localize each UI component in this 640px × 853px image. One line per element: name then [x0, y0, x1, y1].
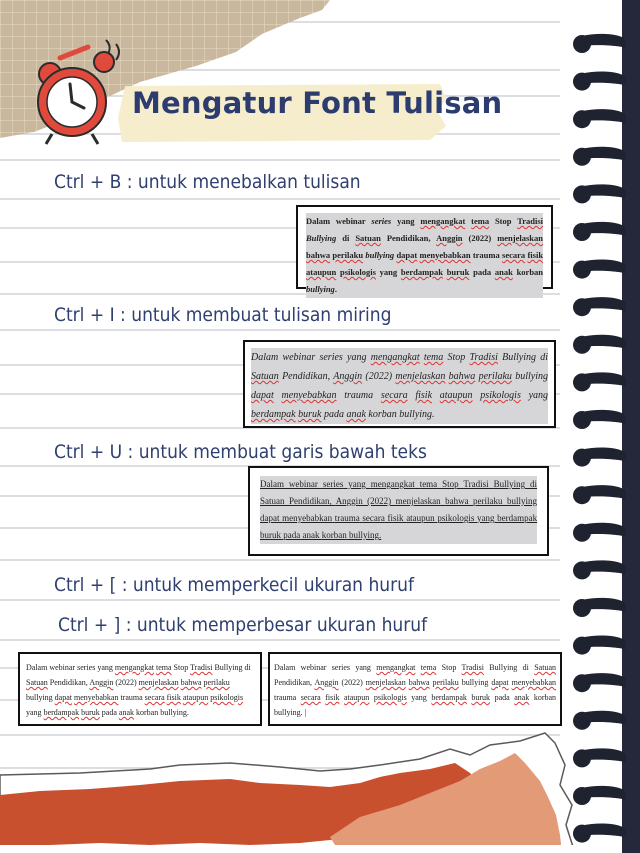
bold-example-text: Dalam webinar series yang mengangkat tema Stop Tradisi Bullying di Satuan Pendidikan, Anggin (2022) menjelaskan bahwa perilaku bullying dapat menyebabkan trauma secara fisik ataupun psikologis yang berdampak buruk pada anak korban bullying.	[306, 213, 543, 298]
smaller-example-box	[18, 652, 262, 726]
underline-example-text: Dalam webinar series yang mengangkat tema Stop Tradisi Bullying di Satuan Pendidikan, Anggin (2022) menjelaskan bahwa perilaku bullying dapat menyebabkan trauma secara fisik ataupun psikologis yang berdampak buruk pada anak korban bullying.	[260, 476, 537, 544]
bold-example-box	[296, 205, 553, 294]
bigger-example-text: Dalam webinar series yang mengangkat tema Stop Tradisi Bullying di Satuan Pendidikan, Anggin (2022) menjelaskan bahwa perilaku bullying dapat menyebabkan trauma secara fisik ataupun psikologis yang berdampak buruk pada anak korban bullying. |	[274, 663, 557, 717]
shortcut-smaller: Ctrl + [ : untuk memperkecil ukuran huruf	[54, 574, 414, 596]
header-decoration	[0, 0, 470, 160]
italic-example-box	[243, 340, 556, 428]
shortcut-underline: Ctrl + U : untuk membuat garis bawah teks	[54, 441, 427, 463]
shortcut-italic: Ctrl + I : untuk membuat tulisan miring	[54, 304, 392, 326]
torn-paper-decoration	[0, 725, 580, 853]
underline-example-box	[248, 466, 549, 556]
smaller-example-text: Dalam webinar series yang mengangkat tema Stop Tradisi Bullying di Satuan Pendidikan, Anggin (2022) menjelaskan bahwa perilaku bullying dapat menyebabkan trauma secara fisik ataupun psikologis yang berdampak buruk pada anak korban bullying.	[26, 663, 251, 717]
page-title: Mengatur Font Tulisan	[132, 86, 503, 120]
shortcut-bold: Ctrl + B : untuk menebalkan tulisan	[54, 171, 361, 193]
text-cursor: |	[304, 708, 307, 717]
shortcut-bigger: Ctrl + ] : untuk memperbesar ukuran huruf	[58, 614, 428, 636]
italic-example-text: Dalam webinar series yang mengangkat tema Stop Tradisi Bullying di Satuan Pendidikan, Anggin (2022) menjelaskan bahwa perilaku bullying dapat menyebabkan trauma secara fisik ataupun psikologis yang berdampak buruk pada anak korban bullying.	[251, 348, 548, 424]
bigger-example-box	[268, 652, 562, 726]
